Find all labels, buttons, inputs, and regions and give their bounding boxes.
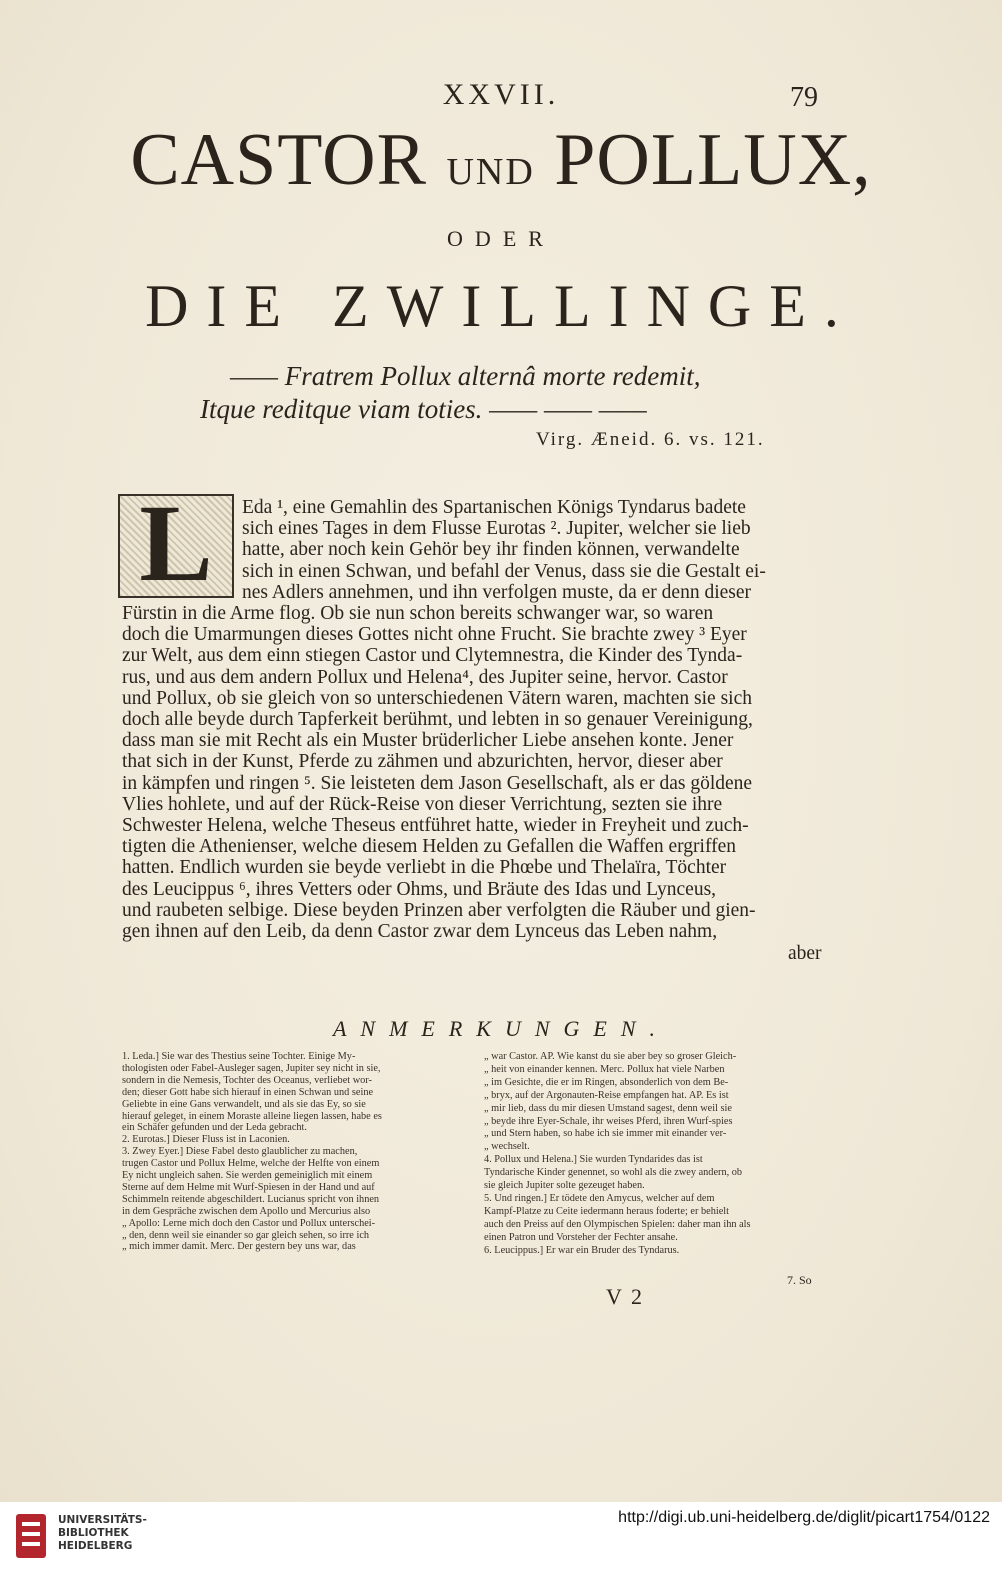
chapter-number: XXVII. (442, 78, 560, 111)
main-title (0, 120, 1002, 201)
footnote-line: ein Schäfer gefunden und der Leda gebracht. (122, 1122, 307, 1134)
footnote-line: 3. Zwey Eyer.] Diese Fabel desto glaublicher zu machen, (122, 1146, 358, 1158)
body-line: Vlies hohlete, und auf der Rück-Reise von dieser Verrichtung, sezten sie ihre (122, 793, 723, 815)
body-line: that sich in der Kunst, Pferde zu zähmen und abzurichten, hervor, dieser aber (122, 751, 723, 773)
body-line: nes Adlers annehmen, und ihn verfolgen muste, da er denn dieser (242, 581, 752, 603)
body-line: aber (788, 943, 822, 965)
library-line-3: HEIDELBERG (58, 1540, 133, 1552)
body-line: dass man sie mit Recht als ein Muster brüderlicher Liebe ansehen konte. Jener (122, 730, 734, 752)
epigraph-source: Virg. Æneid. 6. vs. 121. (536, 429, 765, 450)
footnote-line: „ heit von einander kennen. Merc. Pollux hat viele Narben (484, 1063, 725, 1075)
footnote-line: 5. Und ringen.] Er tödete den Amycus, welcher auf dem (484, 1192, 715, 1204)
footnote-line: Schimmeln reitende abgeschildert. Lucianus spricht von ihnen (122, 1193, 380, 1205)
footnote-line: in dem Gespräche zwischen dem Apollo und Mercurius also (122, 1205, 371, 1217)
catchword: 7. So (787, 1273, 812, 1287)
footnote-line: „ wechselt. (484, 1141, 530, 1153)
body-line: sich eines Tages in dem Flusse Eurotas ². Jupiter, welcher sie lieb (242, 518, 751, 540)
body-line: und raubeten selbige. Diese beyden Prinzen aber verfolgten die Räuber und gien- (122, 899, 756, 921)
body-line: rus, und aus dem andern Pollux und Helena⁴, des Jupiter seine, hervor. Castor (122, 666, 728, 688)
library-line-1: UNIVERSITÄTS- (58, 1514, 147, 1526)
footnote-line: „ mir lieb, dass du mir diesen Umstand sagest, denn weil sie (484, 1102, 732, 1114)
title-oder: ODER (447, 226, 555, 251)
body-line: des Leucippus ⁶, ihres Vetters oder Ohms, und Bräute des Idas und Lynceus, (122, 878, 717, 900)
footnote-line: auch den Preiss auf den Olympischen Spielen: daher man ihn als (484, 1218, 751, 1230)
body-line: hatte, aber noch kein Gehör bey ihr finden können, verwandelte (242, 539, 740, 561)
library-line-2: BIBLIOTHEK (58, 1527, 129, 1539)
body-line: gen ihnen auf den Leib, da denn Castor zwar dem Lynceus das Leben nahm, (122, 921, 718, 942)
footnote-line: Geliebte in eine Gans verwandelt, und als sie das Ey, so sie (122, 1098, 366, 1110)
body-line: tigten die Athenienser, welche diesem Helden zu Gefallen die Waffen ergriffen (122, 836, 737, 858)
footnote-line: trugen Castor und Pollux Helme, welche der Helfte von einem (122, 1158, 380, 1170)
footnote-line: hierauf geleget, in einem Moraste alleine liegen lassen, habe es (122, 1110, 382, 1122)
footnote-line: „ den, denn weil sie einander so gar gleich sehen, so irre ich (122, 1229, 370, 1241)
epigraph-line-1: —— Fratrem Pollux alternâ morte redemit, (230, 361, 701, 391)
body-line: doch die Umarmungen dieses Gottes nicht ohne Frucht. Sie brachte zwey ³ Eyer (122, 624, 747, 646)
body-line: Eda ¹, eine Gemahlin des Spartanischen Königs Tyndarus badete (242, 497, 746, 518)
signature-mark: V 2 (606, 1284, 644, 1309)
footnote-line: „ und Stern haben, so habe ich sie immer mit einander ver- (484, 1128, 727, 1140)
decorated-initial (118, 482, 234, 604)
body-line: in kämpfen und ringen ⁵. Sie leisteten dem Jason Gesellschaft, als er das göldene (122, 772, 753, 794)
footnote-line: 2. Eurotas.] Dieser Fluss ist in Laconien. (122, 1134, 290, 1146)
footnote-line: „ war Castor. AP. Wie kanst du sie aber bey so groser Gleich- (484, 1051, 737, 1062)
annotations-heading: ANMERKUNGEN. (332, 1016, 670, 1041)
footnote-line: den; dieser Gott habe sich hierauf in einen Schwan und seine (122, 1086, 374, 1098)
subtitle: DIE ZWILLINGE. (145, 273, 857, 339)
footnote-line: Sterne auf dem Helme mit Wurf-Spiesen in der Hand und auf (122, 1181, 375, 1193)
footnote-line: Ey nicht ungleich sahen. Sie werden gemeiniglich mit einem (122, 1170, 373, 1181)
title-und: UND (446, 151, 535, 193)
body-line: Fürstin in die Arme flog. Ob sie nun schon bereits schwanger war, so waren (122, 603, 714, 624)
footnote-line: „ Apollo: Lerne mich doch den Castor und Pollux unterschei- (122, 1217, 376, 1229)
footnote-line: 1. Leda.] Sie war des Thestius seine Tochter. Einige My- (122, 1051, 356, 1062)
footnote-line: Tyndarische Kinder genennet, so wohl als die zwey andern, ob (484, 1167, 743, 1179)
body-line: hatten. Endlich wurden sie beyde verliebt in die Phœbe und Thelaïra, Töchter (122, 857, 727, 879)
footnote-line: thologisten oder Fabel-Ausleger sagen, Jupiter sey nicht in sie, (122, 1062, 381, 1074)
footnote-line: „ bryx, auf der Argonauten-Reise empfangen hat. AP. Es ist (484, 1089, 729, 1101)
page-number: 79 (790, 82, 818, 113)
footnote-line: „ mich immer damit. Merc. Der gestern bey uns war, das (122, 1241, 356, 1253)
body-line: zur Welt, aus dem einn stiegen Castor und Clytemnestra, die Kinder des Tynda- (122, 645, 743, 667)
footnote-line: 6. Leucippus.] Er war ein Bruder des Tyndarus. (484, 1244, 680, 1256)
epigraph-line-2: Itque reditque viam toties. —— —— —— (200, 394, 647, 424)
body-line: sich in einen Schwan, und befahl der Venus, dass sie die Gestalt ei- (242, 560, 766, 582)
body-line: und Pollux, ob sie gleich von so unterschiedenen Vätern waren, machten sie sich (122, 687, 752, 709)
title-castor: CASTOR (130, 119, 427, 201)
footnote-line: sondern in die Nemesis, Tochter des Oceanus, verliebet wor- (122, 1074, 372, 1086)
body-line: doch alle beyde durch Tapferkeit berühmt, und lebten in so genauer Vereinigung, (122, 709, 753, 730)
footnote-line: einen Patron und Vorsteher der Fechter ansahe. (484, 1231, 678, 1243)
footnote-line: 4. Pollux und Helena.] Sie wurden Tyndarides das ist (484, 1154, 703, 1166)
permalink-url[interactable]: http://digi.ub.uni-heidelberg.de/diglit/picart1754/0122 (618, 1509, 990, 1526)
body-line: Schwester Helena, welche Theseus entführet hatte, wieder in Freyheit und zuch- (122, 815, 749, 836)
title-pollux: POLLUX, (554, 119, 872, 201)
initial-letter: L (139, 482, 213, 604)
footnote-line: Kampf-Platze zu Ceite iedermann heraus foderte; er behielt (484, 1205, 730, 1217)
footnote-line: „ im Gesichte, die er im Ringen, absonderlich von dem Be- (484, 1076, 729, 1088)
footnote-line: sie gleich Jupiter solte gezeuget haben. (484, 1180, 645, 1191)
footnote-line: „ beyde ihre Eyer-Schale, ihr weises Pferd, ihren Wurf-spies (484, 1115, 733, 1127)
